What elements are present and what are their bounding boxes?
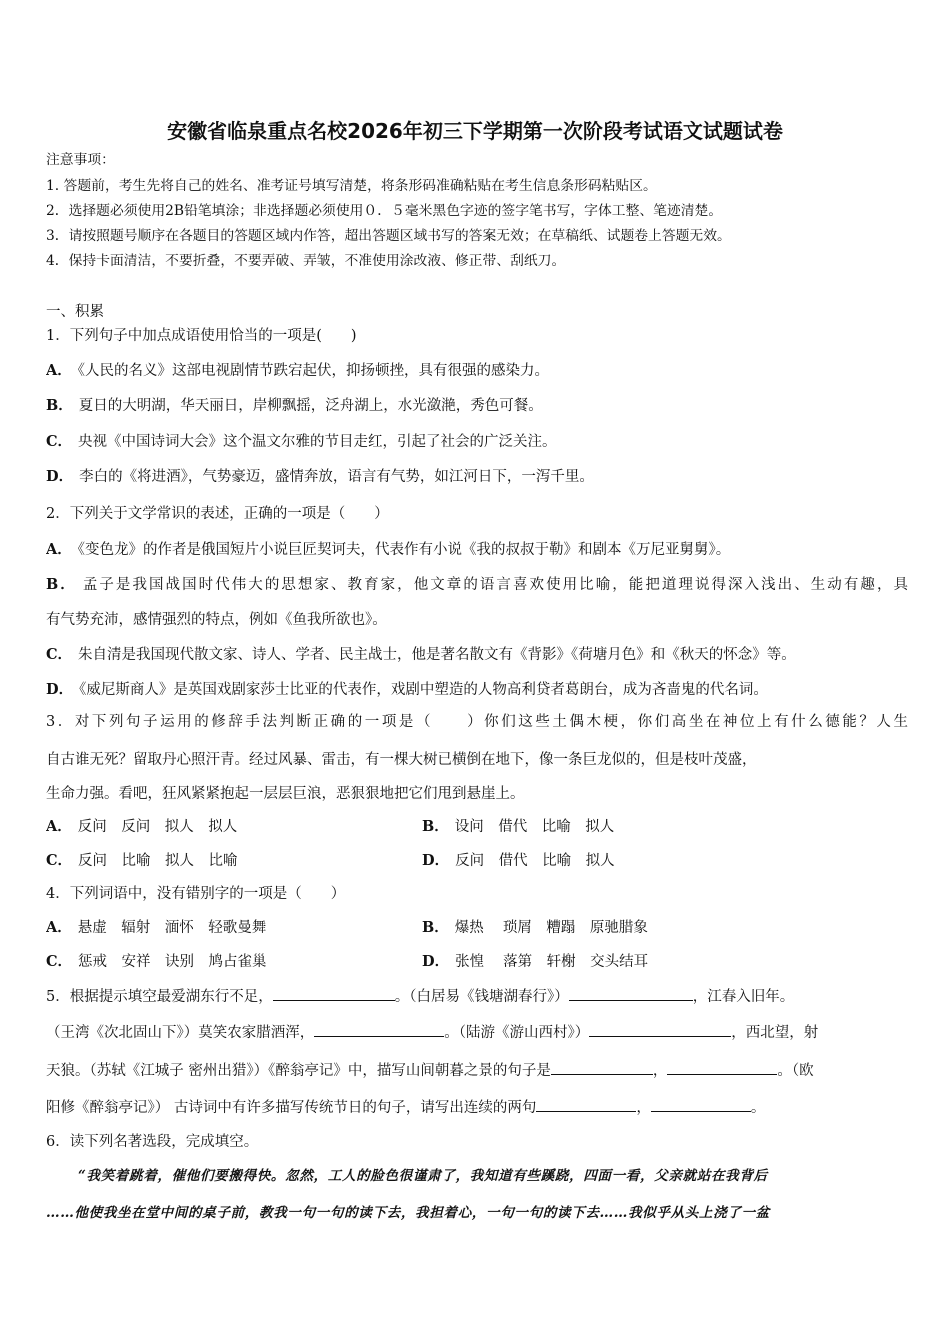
question-1-option-d [46, 467, 908, 487]
answer-blank[interactable] [667, 1060, 777, 1075]
question-2-option-d [46, 680, 908, 700]
question-1-option-a [46, 361, 908, 381]
option-label: C． [46, 646, 73, 663]
reading-passage-line-2: ……他使我坐在堂中间的桌子前，教我一句一句的读下去，我担着心，一句一句的读下去……我似乎从头上浇了一盆 [46, 1205, 770, 1221]
option-label: C． [46, 852, 73, 869]
option-label: A． [46, 818, 72, 835]
option-text: 孟子是我国战国时代伟大的思想家、教育家，他文章的语言喜欢使用比喻，能把道理说得深入浅出、生动有趣，具 [82, 577, 908, 593]
question-5-text: 。（欧 [777, 1063, 814, 1079]
question-1-stem: 1．下列句子中加点成语使用恰当的一项是( ) [46, 328, 357, 344]
question-5-text: 阳修《醉翁亭记》） 古诗词中有许多描写传统节日的句子，请写出连续的两句 [46, 1100, 537, 1116]
question-3-stem-cont-2: 生命力强。看吧，狂风紧紧抱起一层层巨浪，恶狠狠地把它们甩到悬崖上。 [46, 786, 525, 802]
question-6-stem: 6．读下列名著选段，完成填空。 [46, 1134, 259, 1150]
option-text: 惩戒 安祥 诀别 鸠占雀巢 [78, 954, 267, 970]
notice-item-3: 3．请按照题号顺序在各题目的答题区域内作答，超出答题区域书写的答案无效；在草稿纸、试题卷上答题无效。 [46, 228, 731, 244]
question-5-line-2 [46, 1022, 908, 1043]
question-4-stem: 4．下列词语中，没有错别字的一项是（ ） [46, 886, 346, 902]
question-5-text: ，江春入旧年。 [692, 989, 795, 1005]
option-label: B． [422, 919, 449, 936]
question-5-text: ， [636, 1100, 651, 1116]
answer-blank[interactable] [569, 986, 693, 1001]
question-3-option-row-1 [46, 817, 908, 837]
question-2-option-a [46, 540, 908, 560]
notice-item-4: 4．保持卡面清洁，不要折叠，不要弄破、弄皱，不准使用涂改液、修正带、刮纸刀。 [46, 253, 566, 269]
option-label: D． [422, 953, 450, 970]
option-label: A． [46, 541, 72, 558]
option-text: 悬虚 辐射 湎怀 轻歌曼舞 [77, 920, 267, 936]
page-title: 安徽省临泉重点名校2026年初三下学期第一次阶段考试语文试题试卷 [167, 119, 783, 143]
option-label: D． [46, 468, 74, 485]
option-text: 《人民的名义》这部电视剧情节跌宕起伏，抑扬顿挫，具有很强的感染力。 [77, 363, 550, 379]
question-5-text: 。 [750, 1100, 766, 1116]
section-heading: 一、积累 [46, 304, 104, 320]
option-label: B． [46, 397, 73, 414]
option-label: A． [46, 362, 72, 379]
question-4-option-d [422, 952, 648, 972]
option-text: 《威尼斯商人》是英国戏剧家莎士比亚的代表作，戏剧中塑造的人物高利贷者葛朗台，成为吝啬鬼的代名词。 [79, 682, 768, 698]
question-1-option-b [46, 396, 908, 416]
option-text: 设问 借代 比喻 拟人 [454, 819, 615, 835]
option-text: 反问 比喻 拟人 比喻 [78, 853, 238, 869]
question-5-text: 。（陆游《游山西村》） [444, 1025, 590, 1041]
question-5-text: 。（白居易《钱塘湖春行》） [394, 989, 569, 1005]
question-1-option-c [46, 432, 908, 452]
notice-heading: 注意事项： [46, 152, 115, 168]
question-2-option-b [46, 575, 908, 595]
question-5-text: ，西北望，射 [731, 1025, 819, 1041]
question-2-option-c [46, 645, 908, 665]
option-text: 李白的《将进酒》，气势豪迈，盛情奔放，语言有气势，如江河日下，一泻千里。 [79, 469, 594, 485]
option-label: A． [46, 919, 72, 936]
option-text: 爆热 琐屑 糟蹋 原驰腊象 [454, 920, 648, 936]
answer-blank[interactable] [273, 986, 395, 1001]
option-label: C． [46, 953, 73, 970]
question-5-text: （王湾《次北固山下》）莫笑农家腊酒浑， [46, 1025, 315, 1041]
option-label: C． [46, 433, 73, 450]
question-4-option-b [422, 918, 648, 938]
notice-item-1: 1. 答题前，考生先将自己的姓名、准考证号填写清楚，将条形码准确粘贴在考生信息条形码粘贴区。 [46, 178, 657, 194]
question-4-option-row-1 [46, 918, 908, 938]
question-3-option-d [422, 851, 615, 871]
question-4-option-row-2 [46, 952, 908, 972]
question-5-text: 5．根据提示填空最爱湖东行不足， [46, 989, 273, 1005]
question-2-stem: 2．下列关于文学常识的表述，正确的一项是（ ） [46, 506, 389, 522]
option-text: 反问 借代 比喻 拟人 [455, 853, 615, 869]
question-5-text: 天狼。（苏轼《江城子 密州出猎》）《醉翁亭记》中，描写山间朝暮之景的句子是 [46, 1063, 551, 1079]
option-text: 朱自清是我国现代散文家、诗人、学者、民主战士，他是著名散文有《背影》《荷塘月色》和《秋天的怀念》等。 [78, 647, 796, 663]
option-label: B． [422, 818, 449, 835]
question-5-text: ， [652, 1063, 668, 1079]
option-text: 夏日的大明湖，华天丽日，岸柳飘摇，泛舟湖上，水光潋滟，秀色可餐。 [78, 398, 543, 414]
question-5-line-3 [46, 1060, 908, 1081]
option-text: 《变色龙》的作者是俄国短片小说巨匠契诃夫，代表作有小说《我的叔叔于勒》和剧本《万尼亚舅舅》。 [77, 542, 731, 558]
question-3-stem-cont-1: 自古谁无死？留取丹心照汗青。经过风暴、雷击，有一棵大树已横倒在地下，像一条巨龙似的，但是枝叶茂盛， [46, 752, 757, 768]
question-3-option-b [422, 817, 614, 837]
question-5-line-4 [46, 1097, 908, 1118]
answer-blank[interactable] [651, 1097, 751, 1112]
question-3-option-row-2 [46, 851, 908, 871]
option-text: 央视《中国诗词大会》这个温文尔雅的节目走红，引起了社会的广泛关注。 [78, 434, 557, 450]
answer-blank[interactable] [536, 1097, 636, 1112]
answer-blank[interactable] [314, 1022, 444, 1037]
option-label: D． [422, 852, 450, 869]
question-5-line-1 [46, 986, 908, 1007]
question-2-option-b-cont: 有气势充沛，感情强烈的特点，例如《鱼我所欲也》。 [46, 612, 387, 628]
answer-blank[interactable] [589, 1022, 731, 1037]
question-3-stem: 3．对下列句子运用的修辞手法判断正确的一项是（ ）你们这些土偶木梗，你们高坐在神位上有什么德能？人生 [46, 714, 908, 730]
option-text: 反问 反问 拟人 拟人 [77, 819, 238, 835]
notice-item-2: 2．选择题必须使用2B铅笔填涂；非选择题必须使用０．５毫米黑色字迹的签字笔书写，字体工整、笔迹清楚。 [46, 203, 723, 219]
option-label: B． [46, 576, 77, 593]
reading-passage-line-1: “我笑着跳着，催他们要搬得快。忽然，工人的脸色很谨肃了，我知道有些蹊跷，四面一看，父亲就站在我背后 [78, 1168, 768, 1184]
option-label: D． [46, 681, 74, 698]
option-text: 张惶 落第 轩榭 交头结耳 [455, 954, 649, 970]
answer-blank[interactable] [551, 1060, 653, 1075]
